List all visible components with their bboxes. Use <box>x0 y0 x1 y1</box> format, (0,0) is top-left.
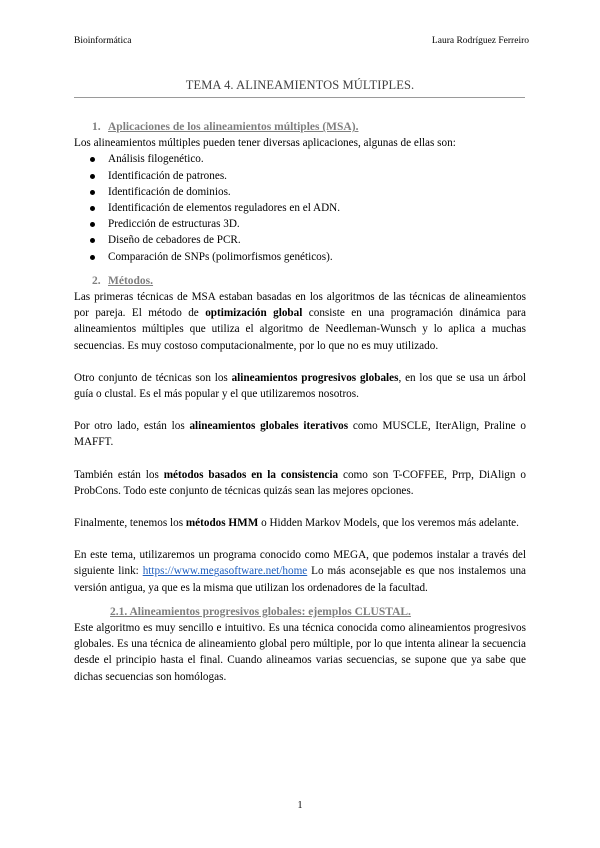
spacer <box>74 451 526 467</box>
section-2-1-heading <box>74 604 526 620</box>
header-right: Laura Rodríguez Ferreiro <box>431 36 529 46</box>
term-bold: métodos basados en la consistencia <box>163 468 339 481</box>
section-2-heading <box>92 273 526 289</box>
methods-paragraph-3: Por otro lado, están los alineamientos globales iterativos como MUSCLE, IterAlign, Praline o MAFFT. <box>74 420 526 449</box>
methods-paragraph-2: Otro conjunto de técnicas son los alineamientos progresivos globales, en los que se usa un árbol guía o clustal. Es el más popular y el que utilizaremos nosotros. <box>74 371 526 401</box>
term-bold: alineamientos progresivos globales <box>231 371 399 384</box>
term-bold: alineamientos globales iterativos <box>189 420 349 433</box>
list-item <box>74 151 526 167</box>
list-item <box>74 184 526 200</box>
term-bold: optimización global <box>205 307 303 320</box>
list-item <box>74 249 526 265</box>
document-body <box>74 119 526 685</box>
list-item-text: Identificación de dominios. <box>108 185 231 198</box>
section-1-heading <box>92 119 526 135</box>
spacer <box>74 354 526 370</box>
list-item <box>74 200 526 216</box>
spacer <box>74 499 526 515</box>
section-2-1-title: 2.1. Alineamientos progresivos globales: ejemplos CLUSTAL. <box>110 605 411 618</box>
bullet-icon <box>90 255 95 260</box>
section-1-number: 1. <box>92 121 101 133</box>
document-title: TEMA 4. ALINEAMIENTOS MÚLTIPLES. <box>185 78 415 92</box>
bullet-icon <box>90 174 95 179</box>
list-item <box>74 232 526 248</box>
spacer <box>74 265 526 273</box>
list-item-text: Identificación de patrones. <box>108 169 227 182</box>
list-item-text: Comparación de SNPs (polimorfismos genéticos). <box>108 250 333 263</box>
section-1-intro: Los alineamientos múltiples pueden tener diversas aplicaciones, algunas de ellas son: <box>74 137 456 150</box>
list-item-text: Diseño de cebadores de PCR. <box>108 234 241 247</box>
list-item <box>74 216 526 232</box>
spacer <box>74 531 526 547</box>
list-item-text: Predicción de estructuras 3D. <box>108 218 240 231</box>
section-1-title: Aplicaciones de los alineamientos múltiples (MSA). <box>108 121 359 133</box>
megasoftware-link[interactable]: https://www.megasoftware.net/home <box>142 565 308 578</box>
bullet-icon <box>90 206 95 211</box>
methods-paragraph-6: En este tema, utilizaremos un programa conocido como MEGA, que podemos instalar a través del siguiente link: https://www.megasoftware.net/home Lo más aconsejable es que nos instalemos una versión antigua, ya que es la misma que utilizan los ordenadores de la facultad. <box>74 549 526 594</box>
term-bold: métodos HMM <box>185 517 259 530</box>
clustal-paragraph: Este algoritmo es muy sencillo e intuitivo. Es una técnica conocida como alineamientos progresivos globales. Es una técnica de alineamiento global pero múltiple, por lo que intenta alinear la secuencia desde el principio hasta el final. Cuando alineamos varias secuencias, se supone que ya sabe que dichas secuencias son homólogas. <box>74 622 526 683</box>
bullet-icon <box>90 238 95 243</box>
spacer <box>74 596 526 604</box>
section-2-title: Métodos. <box>108 274 154 287</box>
applications-list <box>74 151 526 264</box>
title-divider <box>74 97 525 98</box>
list-item-text: Identificación de elementos reguladores en el ADN. <box>108 202 341 215</box>
page-number: 1 <box>297 800 303 811</box>
section-2-number: 2. <box>92 274 101 287</box>
list-item <box>74 168 526 184</box>
bullet-icon <box>90 157 95 162</box>
methods-paragraph-1: Las primeras técnicas de MSA estaban basadas en los algoritmos de las técnicas de alineamientos por pareja. El método de optimización global consiste en una programación dinámica para alineamientos múltiples que utiliza el algoritmo de Needleman-Wunsch y lo aplica a muchas secuencias. Es muy costoso computacionalmente, por lo que no es muy utilizado. <box>74 291 527 352</box>
spacer <box>74 402 526 418</box>
list-item-text: Análisis filogenético. <box>108 153 204 166</box>
bullet-icon <box>90 190 95 195</box>
bullet-icon <box>90 222 95 227</box>
methods-paragraph-4: También están los métodos basados en la consistencia como son T-COFFEE, Prrp, DiAlign o ProbCons. Todo este conjunto de técnicas quizás sean las mejores opciones. <box>74 468 526 497</box>
methods-paragraph-5: Finalmente, tenemos los métodos HMM o Hidden Markov Models, que los veremos más adelante. <box>74 517 519 530</box>
header-left: Bioinformática <box>74 36 132 46</box>
